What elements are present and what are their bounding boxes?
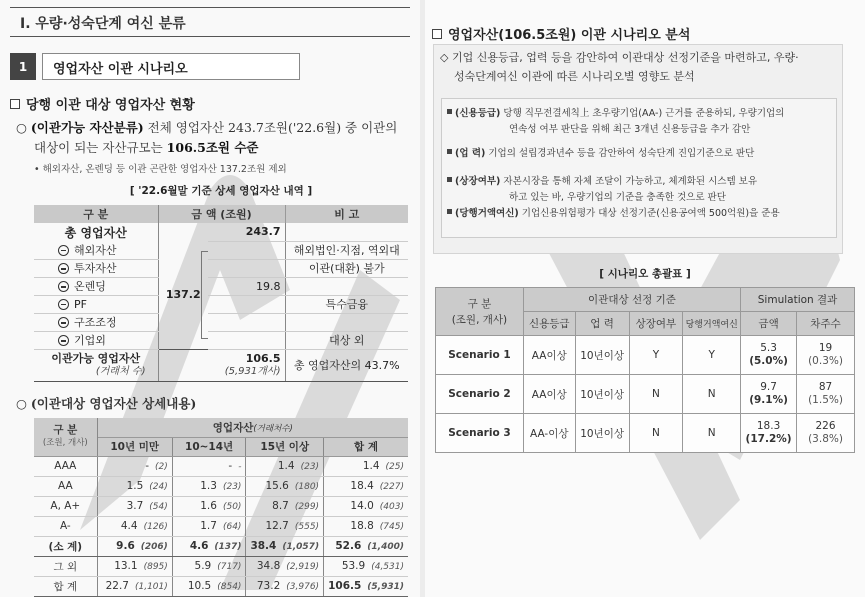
corner-label: 구 분 bbox=[53, 423, 78, 436]
cell bbox=[324, 476, 408, 496]
cell-value: 4.6 bbox=[189, 540, 209, 552]
table-row bbox=[34, 456, 408, 476]
square-bullet-icon bbox=[447, 209, 452, 214]
cell-count: (1,057) bbox=[282, 542, 320, 552]
bullet-transferable-classification bbox=[16, 118, 416, 158]
criteria-item-listing bbox=[447, 174, 837, 206]
cell-count: (206) bbox=[140, 542, 168, 552]
cell-count: (745) bbox=[379, 522, 404, 532]
cell bbox=[324, 456, 408, 476]
cell bbox=[97, 456, 172, 476]
square-bullet-icon bbox=[447, 149, 452, 154]
col-header-amount: 금 액 (조원) bbox=[158, 205, 285, 223]
minus-circle-icon bbox=[58, 335, 69, 346]
borrowers-value: 87 bbox=[818, 381, 833, 393]
row-amount bbox=[208, 241, 285, 259]
cell-count: (54) bbox=[149, 502, 168, 512]
amount-value: 18.3 bbox=[756, 420, 781, 432]
row-note: 특수금융 bbox=[285, 295, 408, 313]
row-label: 해외자산 bbox=[74, 243, 117, 257]
corner-label: 구 분 bbox=[467, 297, 492, 310]
cell bbox=[172, 456, 246, 476]
minus-circle-icon bbox=[58, 263, 69, 274]
large-credit-flag: Y bbox=[683, 336, 741, 375]
cell-count: (895) bbox=[143, 562, 168, 572]
row-label: AAA bbox=[34, 456, 97, 476]
sim-amount bbox=[741, 414, 797, 453]
corner-sublabel: (조원, 개사) bbox=[42, 437, 88, 448]
amount-value: 5.3 bbox=[760, 342, 777, 354]
criteria-item-business-age bbox=[447, 146, 837, 162]
cell-count: (4,531) bbox=[371, 562, 404, 572]
col-header: 합 계 bbox=[324, 437, 408, 456]
section-number: 1 bbox=[10, 53, 36, 80]
table-row bbox=[34, 576, 408, 596]
cell-value: 14.0 bbox=[350, 500, 374, 512]
cell bbox=[324, 556, 408, 576]
criteria-tag: (신용등급) bbox=[455, 108, 501, 119]
group-header bbox=[97, 418, 408, 437]
row-label: A, A+ bbox=[34, 496, 97, 516]
row-note bbox=[285, 277, 408, 295]
cell-count: (2,919) bbox=[286, 562, 320, 572]
cell-value: 52.6 bbox=[335, 540, 362, 552]
table-row-transferable bbox=[34, 349, 408, 381]
cell-count: (403) bbox=[379, 502, 404, 512]
col-header: 상장여부 bbox=[629, 312, 683, 336]
listed-flag: N bbox=[629, 414, 683, 453]
cell-value: 1.6 bbox=[200, 500, 217, 512]
large-credit-flag: N bbox=[683, 375, 741, 414]
row-amount: 19.8 bbox=[208, 277, 285, 295]
row-note: 이관(대환) 불가 bbox=[285, 259, 408, 277]
sim-borrowers bbox=[797, 414, 855, 453]
row-amount: 106.5 bbox=[245, 352, 281, 365]
borrowers-value: 226 bbox=[815, 420, 836, 432]
cell-value: 34.8 bbox=[256, 560, 281, 572]
cell-count: (1,400) bbox=[367, 542, 404, 552]
col-header: 차주수 bbox=[797, 312, 855, 336]
cell-count: (126) bbox=[143, 522, 168, 532]
table-row bbox=[34, 259, 408, 277]
bullet-highlight: 106.5조원 수준 bbox=[166, 140, 259, 155]
borrowers-pct: (1.5%) bbox=[808, 394, 843, 406]
cell-value: 38.4 bbox=[250, 540, 277, 552]
row-label: 온렌딩 bbox=[74, 280, 106, 293]
cell-value: 9.6 bbox=[116, 540, 135, 552]
cell-value: 106.5 bbox=[328, 580, 362, 592]
cell-value: - bbox=[228, 460, 233, 472]
cell-value: 1.7 bbox=[200, 520, 217, 532]
criteria-item-large-credit bbox=[447, 206, 837, 222]
cell-count: (50) bbox=[222, 502, 242, 512]
credit-grade: AA이상 bbox=[523, 375, 575, 414]
row-note: 총 영업자산의 43.7% bbox=[285, 349, 408, 381]
row-label: AA bbox=[34, 476, 97, 496]
cell bbox=[97, 556, 172, 576]
row-count: (5,931개사) bbox=[224, 366, 281, 377]
table-row-scenario bbox=[436, 414, 855, 453]
cell-count: (299) bbox=[294, 502, 320, 512]
sim-borrowers bbox=[797, 375, 855, 414]
cell-value: 5.9 bbox=[194, 560, 212, 572]
criteria-tag: (업 력) bbox=[455, 148, 486, 159]
asset-breakdown-table bbox=[34, 205, 408, 382]
amount-pct: (9.1%) bbox=[749, 394, 788, 406]
bracket-line bbox=[201, 251, 208, 339]
criteria-text: 자본시장을 통해 자체 조달이 가능하고, 체계화된 시스템 보유 bbox=[500, 176, 758, 187]
cell bbox=[172, 516, 246, 536]
scenario-name: Scenario 1 bbox=[436, 336, 524, 375]
row-amount bbox=[208, 295, 285, 313]
cell bbox=[324, 576, 408, 596]
row-label: 그 외 bbox=[34, 556, 97, 576]
cell bbox=[172, 576, 246, 596]
excluded-sum-value: 137.2 bbox=[165, 288, 201, 302]
listed-flag: N bbox=[629, 375, 683, 414]
col-header: 10년 미만 bbox=[97, 437, 172, 456]
borrowers-pct: (0.3%) bbox=[808, 355, 843, 367]
table-row bbox=[34, 476, 408, 496]
group-header-label: 영업자산 bbox=[212, 421, 254, 434]
criteria-text: 기업신용위험평가 대상 선정기준(신용공여액 500억원)을 준용 bbox=[518, 208, 780, 219]
amount-pct: (17.2%) bbox=[745, 433, 792, 445]
cell-value: 1.4 bbox=[362, 460, 380, 472]
cell bbox=[172, 496, 246, 516]
business-age: 10년이상 bbox=[575, 336, 629, 375]
credit-grade: AA-이상 bbox=[523, 414, 575, 453]
minus-circle-icon bbox=[58, 317, 69, 328]
row-note bbox=[285, 313, 408, 331]
table-row bbox=[34, 496, 408, 516]
section-header bbox=[10, 53, 300, 80]
square-bullet-icon bbox=[447, 177, 452, 182]
cell bbox=[172, 536, 246, 556]
group-header-sublabel: (거래처수) bbox=[253, 423, 293, 434]
cell-count: (227) bbox=[379, 482, 404, 492]
minus-circle-icon bbox=[58, 245, 69, 256]
cell bbox=[246, 576, 324, 596]
col-header: 금액 bbox=[741, 312, 797, 336]
minus-circle-icon bbox=[58, 281, 69, 292]
borrowers-pct: (3.8%) bbox=[808, 433, 843, 445]
cell bbox=[172, 556, 246, 576]
cell-value: - bbox=[145, 460, 150, 472]
row-label: 투자자산 bbox=[74, 262, 117, 275]
cell-value: 13.1 bbox=[114, 560, 138, 572]
criteria-text: 기업의 설립경과년수 등을 감안하여 성숙단계 진입기준으로 판단 bbox=[485, 148, 755, 159]
cell bbox=[172, 476, 246, 496]
table1-caption: [ '22.6월말 기준 상세 영업자산 내역 ] bbox=[129, 185, 313, 197]
sim-amount bbox=[741, 375, 797, 414]
table-row bbox=[34, 331, 408, 349]
business-age: 10년이상 bbox=[575, 414, 629, 453]
cell bbox=[97, 496, 172, 516]
transfer-detail-table bbox=[34, 418, 408, 597]
cell bbox=[97, 576, 172, 596]
sim-borrowers bbox=[797, 336, 855, 375]
intro-line: 성숙단계여신 이관에 따른 시나리오별 영향도 분석 bbox=[454, 70, 695, 83]
table-row-total bbox=[34, 223, 408, 241]
cell-count: (1,101) bbox=[134, 582, 168, 592]
heading-text: 영업자산(106.5조원) 이관 시나리오 분석 bbox=[448, 28, 691, 43]
heading-current-assets bbox=[10, 94, 195, 113]
corner-header bbox=[436, 288, 524, 336]
table3-caption: [ 시나리오 총괄표 ] bbox=[599, 268, 691, 280]
intro-line: ◇ 기업 신용등급, 업력 등을 감안하여 이관대상 선정기준을 마련하고, 우량· bbox=[440, 51, 799, 64]
criteria-text: 당행 직무전결세칙上 초우량기업(AA-) 근거를 준용하되, 우량기업의 bbox=[500, 108, 785, 119]
criteria-text: 연속성 여부 판단을 위해 최근 3개년 신용등급을 추가 감안 bbox=[509, 124, 751, 135]
cell-count: - bbox=[238, 462, 242, 472]
corner-sublabel: (조원, 개사) bbox=[451, 313, 508, 326]
circle-bullet-icon: ○ bbox=[16, 396, 31, 411]
square-bullet-icon bbox=[447, 109, 452, 114]
cell-count: (137) bbox=[214, 542, 242, 552]
row-label: 구조조정 bbox=[74, 316, 117, 329]
cell bbox=[246, 556, 324, 576]
table-row bbox=[34, 313, 408, 331]
col-header: 10~14년 bbox=[172, 437, 246, 456]
row-label: 기업외 bbox=[74, 334, 106, 347]
chapter-title: Ⅰ. 우량·성숙단계 여신 분류 bbox=[10, 7, 410, 37]
square-bullet-icon bbox=[432, 29, 442, 39]
col-header: 15년 이상 bbox=[246, 437, 324, 456]
cell bbox=[324, 496, 408, 516]
cell-value: 18.4 bbox=[350, 480, 374, 492]
cell-count: (5,931) bbox=[367, 582, 404, 592]
amount-value: 9.7 bbox=[760, 381, 777, 393]
row-label: 합 계 bbox=[34, 576, 97, 596]
scenario-name: Scenario 2 bbox=[436, 375, 524, 414]
col-header: 신용등급 bbox=[523, 312, 575, 336]
cell-value: 12.7 bbox=[265, 520, 289, 532]
bullet-text: (이관대상 영업자산 상세내용) bbox=[30, 396, 197, 411]
square-bullet-icon bbox=[10, 99, 20, 109]
bullet-tag: (이관가능 자산분류) bbox=[30, 120, 144, 135]
cell bbox=[246, 476, 324, 496]
cell-count: (24) bbox=[149, 482, 168, 492]
table-row bbox=[34, 516, 408, 536]
row-amount bbox=[208, 313, 285, 331]
row-note: 대상 외 bbox=[285, 331, 408, 349]
scenario-name: Scenario 3 bbox=[436, 414, 524, 453]
cell-count: (23) bbox=[222, 482, 242, 492]
cell-value: 22.7 bbox=[105, 580, 129, 592]
cell-count: (23) bbox=[300, 462, 320, 472]
col-header-note: 비 고 bbox=[285, 205, 408, 223]
cell-value: 4.4 bbox=[120, 520, 138, 532]
cell-value: 1.3 bbox=[200, 480, 217, 492]
cell bbox=[246, 536, 324, 556]
bullet-text-2: 대상이 되는 자산규모는 bbox=[34, 140, 167, 155]
amount-pct: (5.0%) bbox=[749, 355, 788, 367]
bullet-transfer-details bbox=[16, 394, 196, 414]
cell-count: (25) bbox=[385, 462, 404, 472]
col-header: 당행거액여신 bbox=[683, 312, 741, 336]
cell-count: (180) bbox=[294, 482, 320, 492]
cell-value: 3.7 bbox=[126, 500, 144, 512]
cell bbox=[246, 496, 324, 516]
cell bbox=[324, 516, 408, 536]
cell-count: (717) bbox=[217, 562, 242, 572]
cell-value: 8.7 bbox=[272, 500, 289, 512]
col-header-category: 구 분 bbox=[34, 205, 158, 223]
heading-scenario-analysis bbox=[432, 24, 690, 43]
table-row bbox=[34, 241, 408, 259]
row-label: (소 계) bbox=[34, 536, 97, 556]
criteria-item-credit-grade bbox=[447, 106, 837, 138]
table-row bbox=[34, 277, 408, 295]
cell-count: (854) bbox=[217, 582, 242, 592]
row-sublabel: (거래처 수) bbox=[95, 366, 146, 377]
corner-header bbox=[34, 418, 97, 456]
section-title: 영업자산 이관 시나리오 bbox=[42, 53, 300, 80]
cell-value: 15.6 bbox=[265, 480, 289, 492]
row-note: 해외법인·지점, 역외대 bbox=[285, 241, 408, 259]
business-age: 10년이상 bbox=[575, 375, 629, 414]
scenario-summary-table bbox=[435, 287, 855, 453]
cell bbox=[97, 536, 172, 556]
row-label: PF bbox=[74, 297, 87, 311]
row-label: A- bbox=[34, 516, 97, 536]
cell bbox=[324, 536, 408, 556]
sim-amount bbox=[741, 336, 797, 375]
row-label: 이관가능 영업자산 bbox=[51, 352, 141, 365]
cell-count: (555) bbox=[294, 522, 320, 532]
table-row-scenario bbox=[436, 336, 855, 375]
cell bbox=[246, 516, 324, 536]
cell-value: 53.9 bbox=[341, 560, 366, 572]
cell-value: 10.5 bbox=[187, 580, 212, 592]
cell-count: (3,976) bbox=[286, 582, 320, 592]
bullet-text: 전체 영업자산 243.7조원('22.6월) 중 이관의 bbox=[143, 120, 398, 135]
group-header-criteria: 이관대상 선정 기준 bbox=[523, 288, 740, 312]
cell-value: 1.5 bbox=[126, 480, 144, 492]
criteria-text: 하고 있는 바, 우량기업의 기준을 충족한 것으로 판단 bbox=[509, 192, 726, 203]
borrowers-value: 19 bbox=[818, 342, 833, 354]
row-amount: 243.7 bbox=[208, 223, 285, 241]
col-header: 업 력 bbox=[575, 312, 629, 336]
excluded-sum bbox=[158, 241, 208, 349]
cell bbox=[97, 476, 172, 496]
criteria-tag: (상장여부) bbox=[455, 176, 501, 187]
analysis-intro bbox=[440, 48, 840, 86]
row-amount bbox=[208, 331, 285, 349]
table-row bbox=[34, 295, 408, 313]
cell bbox=[97, 516, 172, 536]
criteria-tag: (당행거액여신) bbox=[455, 208, 519, 219]
cell-count: (2) bbox=[155, 462, 168, 472]
minus-circle-icon bbox=[58, 299, 69, 310]
listed-flag: Y bbox=[629, 336, 683, 375]
group-header-simulation: Simulation 결과 bbox=[741, 288, 855, 312]
cell-count: (64) bbox=[222, 522, 242, 532]
cell-value: 1.4 bbox=[277, 460, 295, 472]
circle-bullet-icon: ○ bbox=[16, 120, 31, 135]
credit-grade: AA이상 bbox=[523, 336, 575, 375]
table-row bbox=[34, 556, 408, 576]
large-credit-flag: N bbox=[683, 414, 741, 453]
row-amount bbox=[208, 259, 285, 277]
row-label: 총 영업자산 bbox=[34, 223, 158, 241]
cell bbox=[246, 456, 324, 476]
heading-text: 당행 이관 대상 영업자산 현황 bbox=[26, 98, 195, 113]
table-row-scenario bbox=[436, 375, 855, 414]
exclusion-note: • 해외자산, 온렌딩 등 이관 곤란한 영업자산 137.2조원 제외 bbox=[34, 164, 287, 175]
cell-value: 18.8 bbox=[350, 520, 374, 532]
cell-value: 73.2 bbox=[256, 580, 281, 592]
table-row bbox=[34, 536, 408, 556]
